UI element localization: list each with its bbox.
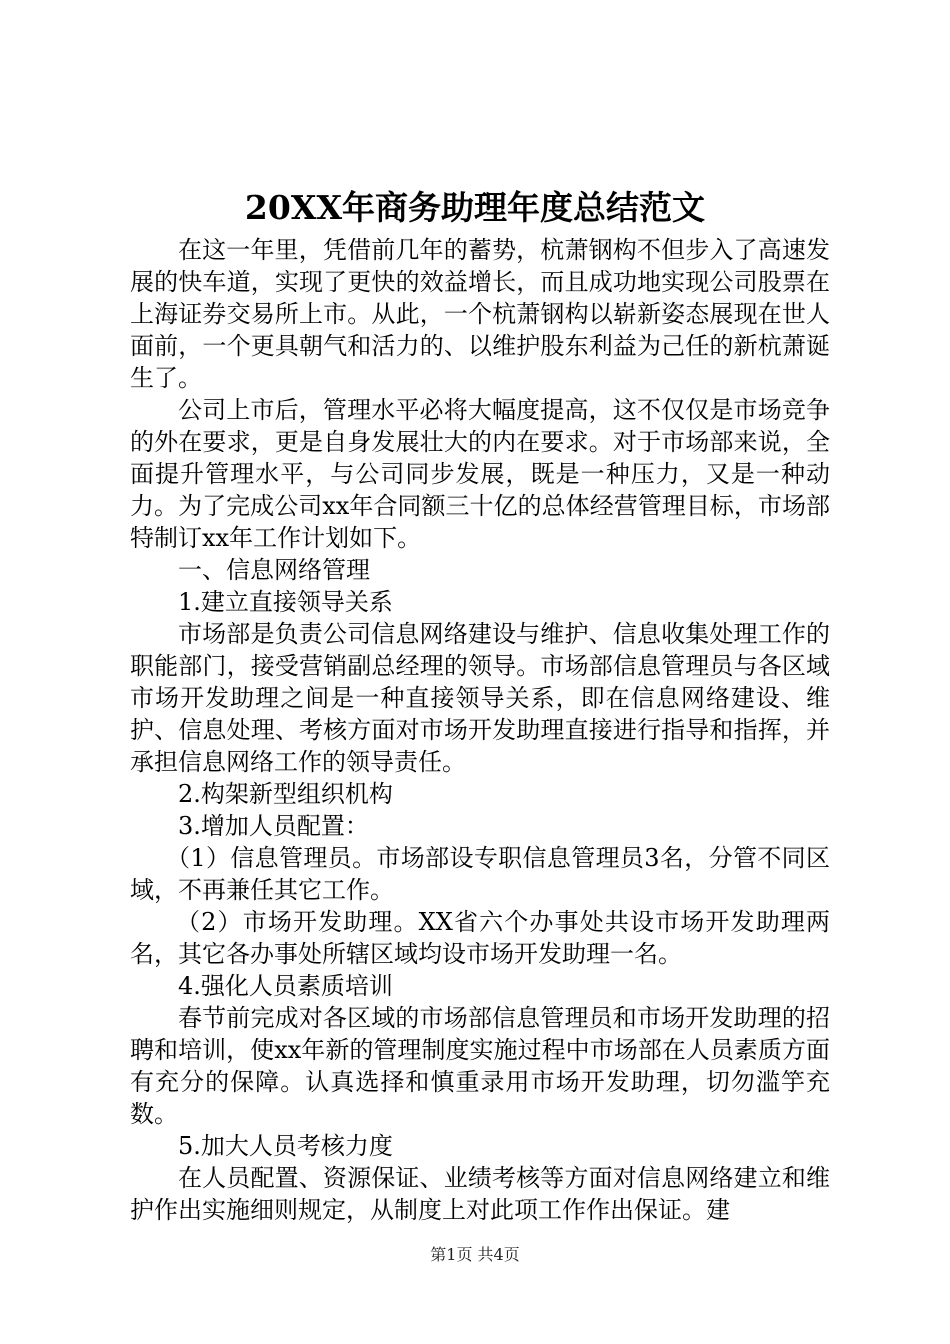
- page-footer: 第1页 共4页: [430, 1245, 520, 1264]
- paragraph: 春节前完成对各区域的市场部信息管理员和市场开发助理的招聘和培训，使xx年新的管理制度实施过程中市场部在人员素质方面有充分的保障。认真选择和慎重录用市场开发助理，切勿滥竽充数。: [130, 1004, 830, 1128]
- subheading: 5.加大人员考核力度: [178, 1132, 393, 1160]
- subheading: 4.强化人员素质培训: [178, 972, 393, 1000]
- subheading: 2.构架新型组织机构: [178, 780, 393, 808]
- list-item: （1）信息管理员。市场部设专职信息管理员3名，分管不同区域，不再兼任其它工作。: [130, 844, 830, 904]
- paragraph: 公司上市后，管理水平必将大幅度提高，这不仅仅是市场竞争的外在要求，更是自身发展壮大的内在要求。对于市场部来说，全面提升管理水平，与公司同步发展，既是一种压力，又是一种动力。为了完成公司xx年合同额三十亿的总体经营管理目标，市场部特制订xx年工作计划如下。: [130, 396, 830, 552]
- document-body: [130, 234, 830, 1226]
- subheading: 1.建立直接领导关系: [178, 588, 393, 616]
- paragraph: 在人员配置、资源保证、业绩考核等方面对信息网络建立和维护作出实施细则规定，从制度上对此项工作作出保证。建: [130, 1164, 830, 1224]
- paragraph: 在这一年里，凭借前几年的蓄势，杭萧钢构不但步入了高速发展的快车道，实现了更快的效益增长，而且成功地实现公司股票在上海证券交易所上市。从此，一个杭萧钢构以崭新姿态展现在世人面前，一个更具朝气和活力的、以维护股东利益为己任的新杭萧诞生了。: [130, 236, 830, 392]
- section-heading: 一、信息网络管理: [178, 556, 370, 584]
- list-item: （2）市场开发助理。XX省六个办事处共设市场开发助理两名，其它各办事处所辖区域均设市场开发助理一名。: [130, 908, 830, 968]
- paragraph: 市场部是负责公司信息网络建设与维护、信息收集处理工作的职能部门，接受营销副总经理的领导。市场部信息管理员与各区域市场开发助理之间是一种直接领导关系，即在信息网络建设、维护、信息处理、考核方面对市场开发助理直接进行指导和指挥，并承担信息网络工作的领导责任。: [130, 620, 830, 776]
- document-title: 20XX年商务助理年度总结范文: [244, 188, 706, 227]
- subheading: 3.增加人员配置：: [178, 812, 369, 840]
